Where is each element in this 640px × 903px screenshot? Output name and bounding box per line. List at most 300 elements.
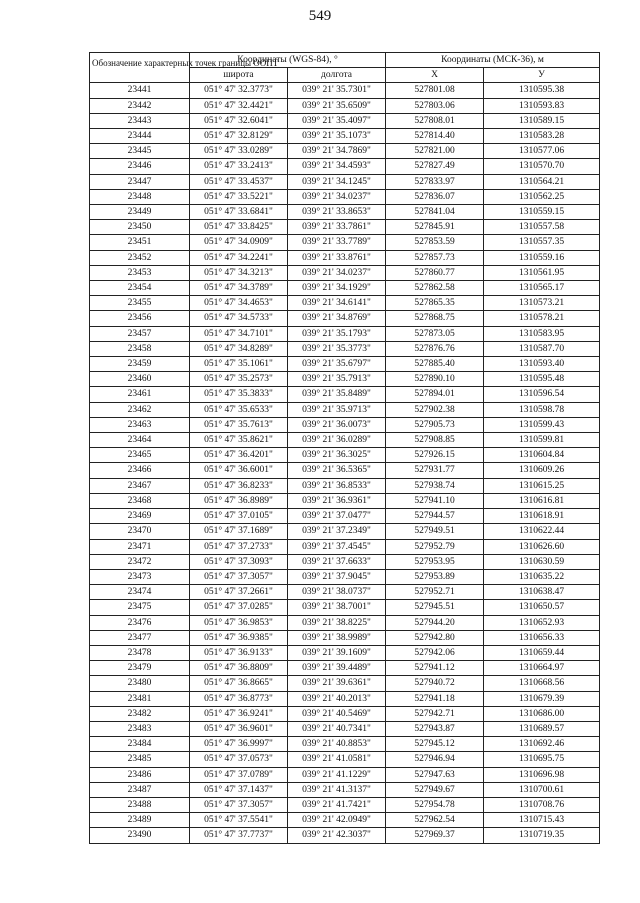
latitude-cell: 051° 47' 34.5733": [190, 311, 288, 326]
longitude-cell: 039° 21' 33.7861": [288, 220, 386, 235]
table-row: [90, 737, 600, 752]
y-coordinate-cell: 1310573.21: [484, 296, 600, 311]
point-id-cell: 23466: [90, 463, 190, 478]
table-row: [90, 144, 600, 159]
latitude-cell: 051° 47' 34.7101": [190, 326, 288, 341]
table-row: [90, 478, 600, 493]
table-header-row: [90, 53, 600, 68]
x-coordinate-cell: 527862.58: [386, 281, 484, 296]
point-id-cell: 23462: [90, 402, 190, 417]
y-coordinate-cell: 1310604.84: [484, 448, 600, 463]
y-coordinate-cell: 1310564.21: [484, 174, 600, 189]
longitude-cell: 039° 21' 33.7789": [288, 235, 386, 250]
table-row: [90, 159, 600, 174]
x-coordinate-cell: 527947.63: [386, 767, 484, 782]
x-coordinate-cell: 527931.77: [386, 463, 484, 478]
latitude-cell: 051° 47' 37.3057": [190, 569, 288, 584]
longitude-cell: 039° 21' 37.2349": [288, 524, 386, 539]
longitude-cell: 039° 21' 38.8225": [288, 615, 386, 630]
x-coordinate-cell: 527962.54: [386, 813, 484, 828]
y-coordinate-cell: 1310719.35: [484, 828, 600, 843]
longitude-cell: 039° 21' 34.1245": [288, 174, 386, 189]
latitude-cell: 051° 47' 37.2661": [190, 585, 288, 600]
longitude-cell: 039° 21' 35.4097": [288, 113, 386, 128]
x-coordinate-cell: 527873.05: [386, 326, 484, 341]
latitude-cell: 051° 47' 34.8289": [190, 341, 288, 356]
table-row: [90, 113, 600, 128]
y-coordinate-cell: 1310609.26: [484, 463, 600, 478]
x-coordinate-cell: 527868.75: [386, 311, 484, 326]
latitude-cell: 051° 47' 37.3093": [190, 554, 288, 569]
latitude-cell: 051° 47' 36.9133": [190, 645, 288, 660]
table-row: [90, 630, 600, 645]
point-id-cell: 23477: [90, 630, 190, 645]
y-coordinate-cell: 1310689.57: [484, 721, 600, 736]
table-row: [90, 220, 600, 235]
table-row: [90, 402, 600, 417]
point-id-cell: 23474: [90, 585, 190, 600]
y-coordinate-cell: 1310615.25: [484, 478, 600, 493]
x-coordinate-cell: 527938.74: [386, 478, 484, 493]
x-coordinate-cell: 527944.57: [386, 509, 484, 524]
y-coordinate-cell: 1310565.17: [484, 281, 600, 296]
point-id-cell: 23478: [90, 645, 190, 660]
y-coordinate-cell: 1310700.61: [484, 782, 600, 797]
latitude-cell: 051° 47' 37.0789": [190, 767, 288, 782]
y-coordinate-cell: 1310577.06: [484, 144, 600, 159]
longitude-cell: 039° 21' 35.1073": [288, 129, 386, 144]
longitude-cell: 039° 21' 37.9045": [288, 569, 386, 584]
longitude-cell: 039° 21' 35.6797": [288, 357, 386, 372]
y-coordinate-cell: 1310686.00: [484, 706, 600, 721]
longitude-cell: 039° 21' 36.5365": [288, 463, 386, 478]
point-id-cell: 23471: [90, 539, 190, 554]
y-coordinate-cell: 1310561.95: [484, 265, 600, 280]
table-row: [90, 281, 600, 296]
longitude-cell: 039° 21' 36.8533": [288, 478, 386, 493]
latitude-cell: 051° 47' 35.1061": [190, 357, 288, 372]
x-coordinate-cell: 527841.04: [386, 205, 484, 220]
latitude-cell: 051° 47' 36.6001": [190, 463, 288, 478]
table-row: [90, 250, 600, 265]
x-coordinate-cell: 527941.12: [386, 661, 484, 676]
y-coordinate-cell: 1310599.81: [484, 433, 600, 448]
table-row: [90, 752, 600, 767]
longitude-cell: 039° 21' 41.7421": [288, 797, 386, 812]
header-latitude: широта: [190, 68, 288, 83]
point-id-cell: 23469: [90, 509, 190, 524]
longitude-cell: 039° 21' 37.4545": [288, 539, 386, 554]
longitude-cell: 039° 21' 36.0073": [288, 417, 386, 432]
longitude-cell: 039° 21' 34.7869": [288, 144, 386, 159]
x-coordinate-cell: 527945.51: [386, 600, 484, 615]
point-id-cell: 23482: [90, 706, 190, 721]
header-y: У: [484, 68, 600, 83]
x-coordinate-cell: 527857.73: [386, 250, 484, 265]
latitude-cell: 051° 47' 37.1437": [190, 782, 288, 797]
point-id-cell: 23451: [90, 235, 190, 250]
latitude-cell: 051° 47' 33.5221": [190, 189, 288, 204]
table-row: [90, 509, 600, 524]
x-coordinate-cell: 527944.20: [386, 615, 484, 630]
longitude-cell: 039° 21' 34.1929": [288, 281, 386, 296]
table-row: [90, 797, 600, 812]
latitude-cell: 051° 47' 33.8425": [190, 220, 288, 235]
longitude-cell: 039° 21' 35.8489": [288, 387, 386, 402]
y-coordinate-cell: 1310587.70: [484, 341, 600, 356]
x-coordinate-cell: 527943.87: [386, 721, 484, 736]
latitude-cell: 051° 47' 35.7613": [190, 417, 288, 432]
y-coordinate-cell: 1310557.35: [484, 235, 600, 250]
table-row: [90, 721, 600, 736]
longitude-cell: 039° 21' 41.3137": [288, 782, 386, 797]
point-id-cell: 23463: [90, 417, 190, 432]
y-coordinate-cell: 1310595.38: [484, 83, 600, 98]
header-msk36: Координаты (МСК-36), м: [386, 53, 600, 68]
coordinates-table: [89, 52, 600, 844]
point-id-cell: 23464: [90, 433, 190, 448]
y-coordinate-cell: 1310616.81: [484, 493, 600, 508]
y-coordinate-cell: 1310583.28: [484, 129, 600, 144]
x-coordinate-cell: 527827.49: [386, 159, 484, 174]
longitude-cell: 039° 21' 35.1793": [288, 326, 386, 341]
latitude-cell: 051° 47' 37.2733": [190, 539, 288, 554]
x-coordinate-cell: 527905.73: [386, 417, 484, 432]
latitude-cell: 051° 47' 35.8621": [190, 433, 288, 448]
y-coordinate-cell: 1310650.57: [484, 600, 600, 615]
y-coordinate-cell: 1310668.56: [484, 676, 600, 691]
y-coordinate-cell: 1310570.70: [484, 159, 600, 174]
table-row: [90, 706, 600, 721]
table-row: [90, 83, 600, 98]
longitude-cell: 039° 21' 42.0949": [288, 813, 386, 828]
table-row: [90, 448, 600, 463]
latitude-cell: 051° 47' 32.8129": [190, 129, 288, 144]
latitude-cell: 051° 47' 36.8809": [190, 661, 288, 676]
point-id-cell: 23481: [90, 691, 190, 706]
table-row: [90, 615, 600, 630]
x-coordinate-cell: 527902.38: [386, 402, 484, 417]
y-coordinate-cell: 1310659.44: [484, 645, 600, 660]
table-row: [90, 782, 600, 797]
longitude-cell: 039° 21' 33.8761": [288, 250, 386, 265]
longitude-cell: 039° 21' 39.6361": [288, 676, 386, 691]
y-coordinate-cell: 1310559.15: [484, 205, 600, 220]
point-id-cell: 23472: [90, 554, 190, 569]
longitude-cell: 039° 21' 36.0289": [288, 433, 386, 448]
table-row: [90, 661, 600, 676]
x-coordinate-cell: 527894.01: [386, 387, 484, 402]
longitude-cell: 039° 21' 35.3773": [288, 341, 386, 356]
y-coordinate-cell: 1310562.25: [484, 189, 600, 204]
longitude-cell: 039° 21' 40.2013": [288, 691, 386, 706]
longitude-cell: 039° 21' 37.0477": [288, 509, 386, 524]
latitude-cell: 051° 47' 36.9241": [190, 706, 288, 721]
longitude-cell: 039° 21' 39.4489": [288, 661, 386, 676]
x-coordinate-cell: 527942.06: [386, 645, 484, 660]
x-coordinate-cell: 527969.37: [386, 828, 484, 843]
longitude-cell: 039° 21' 39.1609": [288, 645, 386, 660]
table-row: [90, 524, 600, 539]
table-row: [90, 372, 600, 387]
table-row: [90, 585, 600, 600]
y-coordinate-cell: 1310715.43: [484, 813, 600, 828]
latitude-cell: 051° 47' 33.2413": [190, 159, 288, 174]
table-row: [90, 265, 600, 280]
latitude-cell: 051° 47' 37.7737": [190, 828, 288, 843]
longitude-cell: 039° 21' 33.8653": [288, 205, 386, 220]
y-coordinate-cell: 1310599.43: [484, 417, 600, 432]
point-id-cell: 23479: [90, 661, 190, 676]
x-coordinate-cell: 527941.18: [386, 691, 484, 706]
point-id-cell: 23458: [90, 341, 190, 356]
point-id-cell: 23454: [90, 281, 190, 296]
longitude-cell: 039° 21' 34.8769": [288, 311, 386, 326]
longitude-cell: 039° 21' 38.7001": [288, 600, 386, 615]
x-coordinate-cell: 527908.85: [386, 433, 484, 448]
latitude-cell: 051° 47' 35.2573": [190, 372, 288, 387]
table-row: [90, 174, 600, 189]
latitude-cell: 051° 47' 37.0285": [190, 600, 288, 615]
header-point-designation: Обозначение характерных точек границы ООПТ: [90, 53, 190, 83]
y-coordinate-cell: 1310708.76: [484, 797, 600, 812]
point-id-cell: 23450: [90, 220, 190, 235]
longitude-cell: 039° 21' 35.7301": [288, 83, 386, 98]
latitude-cell: 051° 47' 37.0573": [190, 752, 288, 767]
latitude-cell: 051° 47' 33.4537": [190, 174, 288, 189]
longitude-cell: 039° 21' 34.4593": [288, 159, 386, 174]
x-coordinate-cell: 527876.76: [386, 341, 484, 356]
longitude-cell: 039° 21' 34.6141": [288, 296, 386, 311]
point-id-cell: 23446: [90, 159, 190, 174]
y-coordinate-cell: 1310589.15: [484, 113, 600, 128]
x-coordinate-cell: 527853.59: [386, 235, 484, 250]
table-row: [90, 387, 600, 402]
table-body: [90, 83, 600, 843]
point-id-cell: 23443: [90, 113, 190, 128]
point-id-cell: 23490: [90, 828, 190, 843]
point-id-cell: 23447: [90, 174, 190, 189]
table-row: [90, 813, 600, 828]
x-coordinate-cell: 527814.40: [386, 129, 484, 144]
point-id-cell: 23456: [90, 311, 190, 326]
x-coordinate-cell: 527952.79: [386, 539, 484, 554]
point-id-cell: 23480: [90, 676, 190, 691]
x-coordinate-cell: 527949.67: [386, 782, 484, 797]
y-coordinate-cell: 1310656.33: [484, 630, 600, 645]
table-row: [90, 341, 600, 356]
table-row: [90, 554, 600, 569]
latitude-cell: 051° 47' 35.3833": [190, 387, 288, 402]
table-row: [90, 645, 600, 660]
point-id-cell: 23461: [90, 387, 190, 402]
x-coordinate-cell: 527953.89: [386, 569, 484, 584]
header-wgs84: Координаты (WGS-84), °: [190, 53, 386, 68]
latitude-cell: 051° 47' 34.2241": [190, 250, 288, 265]
latitude-cell: 051° 47' 37.3057": [190, 797, 288, 812]
longitude-cell: 039° 21' 35.7913": [288, 372, 386, 387]
point-id-cell: 23465: [90, 448, 190, 463]
latitude-cell: 051° 47' 37.0105": [190, 509, 288, 524]
x-coordinate-cell: 527953.95: [386, 554, 484, 569]
y-coordinate-cell: 1310618.91: [484, 509, 600, 524]
longitude-cell: 039° 21' 41.0581": [288, 752, 386, 767]
point-id-cell: 23486: [90, 767, 190, 782]
point-id-cell: 23442: [90, 98, 190, 113]
point-id-cell: 23485: [90, 752, 190, 767]
y-coordinate-cell: 1310596.54: [484, 387, 600, 402]
longitude-cell: 039° 21' 36.3025": [288, 448, 386, 463]
longitude-cell: 039° 21' 41.1229": [288, 767, 386, 782]
point-id-cell: 23488: [90, 797, 190, 812]
latitude-cell: 051° 47' 32.3773": [190, 83, 288, 98]
y-coordinate-cell: 1310638.47: [484, 585, 600, 600]
longitude-cell: 039° 21' 40.5469": [288, 706, 386, 721]
x-coordinate-cell: 527926.15: [386, 448, 484, 463]
latitude-cell: 051° 47' 36.8773": [190, 691, 288, 706]
y-coordinate-cell: 1310695.75: [484, 752, 600, 767]
table-row: [90, 189, 600, 204]
x-coordinate-cell: 527803.06: [386, 98, 484, 113]
latitude-cell: 051° 47' 34.3789": [190, 281, 288, 296]
latitude-cell: 051° 47' 35.6533": [190, 402, 288, 417]
point-id-cell: 23483: [90, 721, 190, 736]
x-coordinate-cell: 527952.71: [386, 585, 484, 600]
latitude-cell: 051° 47' 36.4201": [190, 448, 288, 463]
x-coordinate-cell: 527940.72: [386, 676, 484, 691]
point-id-cell: 23489: [90, 813, 190, 828]
x-coordinate-cell: 527801.08: [386, 83, 484, 98]
table-row: [90, 691, 600, 706]
x-coordinate-cell: 527942.80: [386, 630, 484, 645]
x-coordinate-cell: 527945.12: [386, 737, 484, 752]
latitude-cell: 051° 47' 37.1689": [190, 524, 288, 539]
latitude-cell: 051° 47' 36.8989": [190, 493, 288, 508]
header-longitude: долгота: [288, 68, 386, 83]
point-id-cell: 23467: [90, 478, 190, 493]
y-coordinate-cell: 1310679.39: [484, 691, 600, 706]
y-coordinate-cell: 1310626.60: [484, 539, 600, 554]
longitude-cell: 039° 21' 34.0237": [288, 189, 386, 204]
point-id-cell: 23484: [90, 737, 190, 752]
page-number: 549: [308, 8, 332, 24]
latitude-cell: 051° 47' 32.6041": [190, 113, 288, 128]
latitude-cell: 051° 47' 36.8665": [190, 676, 288, 691]
point-id-cell: 23475: [90, 600, 190, 615]
x-coordinate-cell: 527865.35: [386, 296, 484, 311]
table-row: [90, 205, 600, 220]
point-id-cell: 23449: [90, 205, 190, 220]
point-id-cell: 23476: [90, 615, 190, 630]
x-coordinate-cell: 527860.77: [386, 265, 484, 280]
longitude-cell: 039° 21' 40.7341": [288, 721, 386, 736]
point-id-cell: 23459: [90, 357, 190, 372]
x-coordinate-cell: 527836.07: [386, 189, 484, 204]
y-coordinate-cell: 1310622.44: [484, 524, 600, 539]
latitude-cell: 051° 47' 34.4653": [190, 296, 288, 311]
y-coordinate-cell: 1310595.48: [484, 372, 600, 387]
x-coordinate-cell: 527885.40: [386, 357, 484, 372]
x-coordinate-cell: 527946.94: [386, 752, 484, 767]
y-coordinate-cell: 1310664.97: [484, 661, 600, 676]
y-coordinate-cell: 1310593.40: [484, 357, 600, 372]
longitude-cell: 039° 21' 35.9713": [288, 402, 386, 417]
table-row: [90, 311, 600, 326]
table-row: [90, 600, 600, 615]
point-id-cell: 23455: [90, 296, 190, 311]
point-id-cell: 23441: [90, 83, 190, 98]
latitude-cell: 051° 47' 36.9997": [190, 737, 288, 752]
y-coordinate-cell: 1310652.93: [484, 615, 600, 630]
table-row: [90, 676, 600, 691]
longitude-cell: 039° 21' 36.9361": [288, 493, 386, 508]
table-row: [90, 417, 600, 432]
point-id-cell: 23468: [90, 493, 190, 508]
point-id-cell: 23457: [90, 326, 190, 341]
point-id-cell: 23448: [90, 189, 190, 204]
longitude-cell: 039° 21' 34.0237": [288, 265, 386, 280]
point-id-cell: 23487: [90, 782, 190, 797]
table-row: [90, 539, 600, 554]
latitude-cell: 051° 47' 37.5541": [190, 813, 288, 828]
point-id-cell: 23473: [90, 569, 190, 584]
latitude-cell: 051° 47' 36.9601": [190, 721, 288, 736]
table-row: [90, 296, 600, 311]
y-coordinate-cell: 1310559.16: [484, 250, 600, 265]
latitude-cell: 051° 47' 32.4421": [190, 98, 288, 113]
table-row: [90, 493, 600, 508]
table-row: [90, 569, 600, 584]
point-id-cell: 23470: [90, 524, 190, 539]
x-coordinate-cell: 527890.10: [386, 372, 484, 387]
x-coordinate-cell: 527949.51: [386, 524, 484, 539]
point-id-cell: 23445: [90, 144, 190, 159]
table-row: [90, 828, 600, 843]
y-coordinate-cell: 1310598.78: [484, 402, 600, 417]
y-coordinate-cell: 1310593.83: [484, 98, 600, 113]
latitude-cell: 051° 47' 34.0909": [190, 235, 288, 250]
point-id-cell: 23453: [90, 265, 190, 280]
y-coordinate-cell: 1310692.46: [484, 737, 600, 752]
y-coordinate-cell: 1310630.59: [484, 554, 600, 569]
x-coordinate-cell: 527941.10: [386, 493, 484, 508]
table-row: [90, 235, 600, 250]
y-coordinate-cell: 1310696.98: [484, 767, 600, 782]
latitude-cell: 051° 47' 36.8233": [190, 478, 288, 493]
longitude-cell: 039° 21' 38.0737": [288, 585, 386, 600]
table-row: [90, 357, 600, 372]
table-row: [90, 326, 600, 341]
longitude-cell: 039° 21' 40.8853": [288, 737, 386, 752]
longitude-cell: 039° 21' 35.6509": [288, 98, 386, 113]
x-coordinate-cell: 527808.01: [386, 113, 484, 128]
y-coordinate-cell: 1310557.58: [484, 220, 600, 235]
table-row: [90, 98, 600, 113]
table-row: [90, 767, 600, 782]
point-id-cell: 23444: [90, 129, 190, 144]
x-coordinate-cell: 527954.78: [386, 797, 484, 812]
x-coordinate-cell: 527942.71: [386, 706, 484, 721]
y-coordinate-cell: 1310635.22: [484, 569, 600, 584]
table-row: [90, 463, 600, 478]
header-x: X: [386, 68, 484, 83]
longitude-cell: 039° 21' 42.3037": [288, 828, 386, 843]
latitude-cell: 051° 47' 33.0289": [190, 144, 288, 159]
latitude-cell: 051° 47' 34.3213": [190, 265, 288, 280]
x-coordinate-cell: 527845.91: [386, 220, 484, 235]
point-id-cell: 23460: [90, 372, 190, 387]
latitude-cell: 051° 47' 36.9385": [190, 630, 288, 645]
